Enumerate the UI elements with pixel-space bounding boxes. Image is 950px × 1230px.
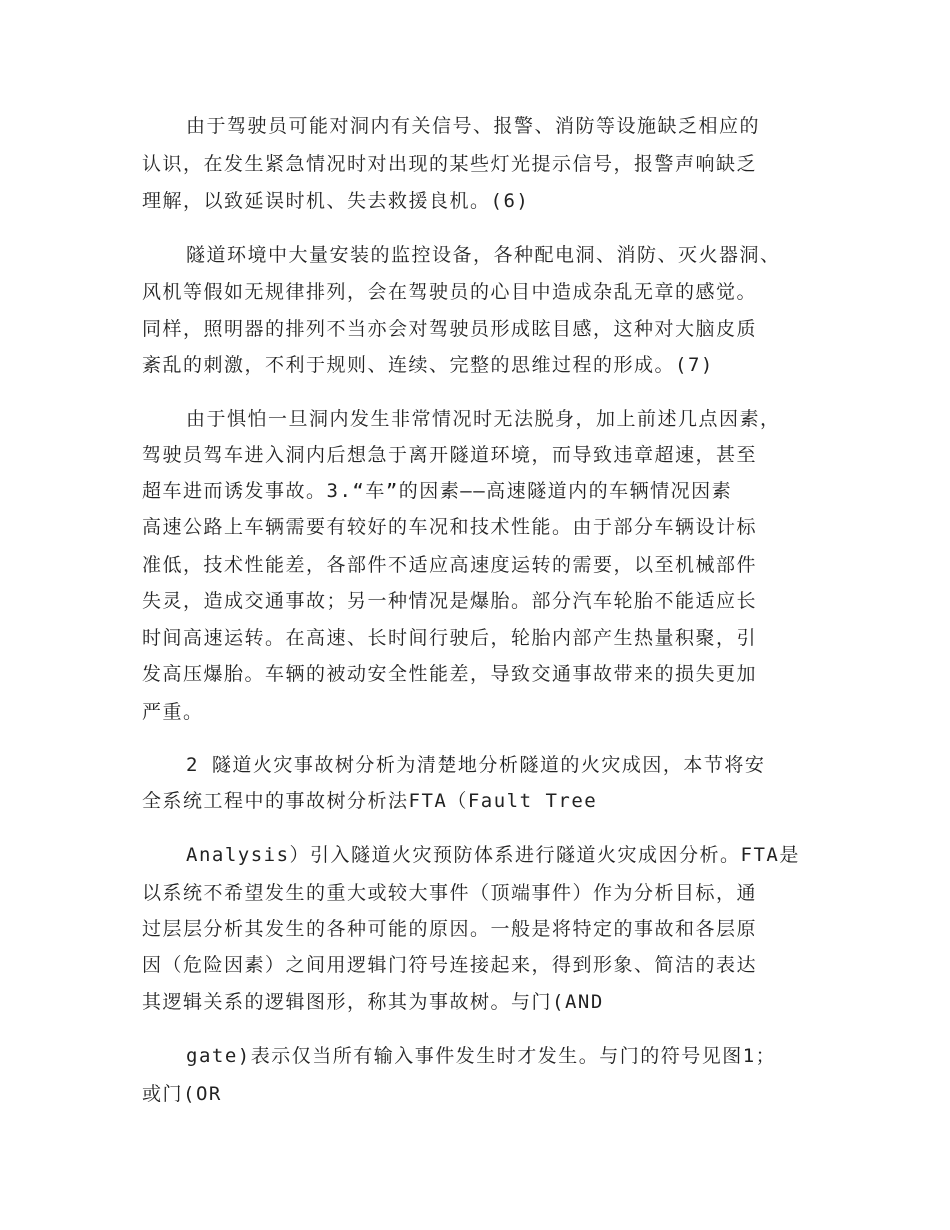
para-5-line-1: Analysis）引入隧道火灾预防体系进行隧道火灾成因分析。FTA是 xyxy=(186,844,800,866)
para-3-line-5: 准低，技术性能差，各部件不适应高速度运转的需要，以至机械部件 xyxy=(142,554,758,576)
para-3-line-6: 失灵，造成交通事故；另一种情况是爆胎。部分汽车轮胎不能适应长 xyxy=(142,590,758,612)
para-4-line-1: 2 隧道火灾事故树分析为清楚地分析隧道的火灾成因，本节将安 xyxy=(186,754,766,776)
para-2-line-2: 风机等假如无规律排列，会在驾驶员的心目中造成杂乱无章的感觉。 xyxy=(142,281,758,303)
para-3-line-2: 驾驶员驾车进入洞内后想急于离开隧道环境，而导致违章超速，甚至 xyxy=(142,444,758,466)
para-3-line-4: 高速公路上车辆需要有较好的车况和技术性能。由于部分车辆设计标 xyxy=(142,516,758,538)
para-5-line-3: 过层层分析其发生的各种可能的原因。一般是将特定的事故和各层原 xyxy=(142,918,758,940)
para-6-line-1: gate)表示仅当所有输入事件发生时才发生。与门的符号见图1； xyxy=(186,1045,777,1067)
para-3-line-3: 超车进而诱发事故。3.“车”的因素——高速隧道内的车辆情况因素 xyxy=(142,480,733,502)
para-1-line-3: 理解，以致延误时机、失去救援良机。(6) xyxy=(142,190,530,212)
para-2-line-3: 同样，照明器的排列不当亦会对驾驶员形成眩目感，这种对大脑皮质 xyxy=(142,318,758,340)
para-3-line-7: 时间高速运转。在高速、长时间行驶后，轮胎内部产生热量积聚，引 xyxy=(142,627,758,649)
para-6-line-2: 或门(OR xyxy=(142,1083,222,1105)
para-4-line-2: 全系统工程中的事故树分析法FTA（Fault Tree xyxy=(142,790,598,812)
para-5-line-4: 因（危险因素）之间用逻辑门符号连接起来，得到形象、简洁的表达 xyxy=(142,954,758,976)
para-5-line-5: 其逻辑关系的逻辑图形，称其为事故树。与门(AND xyxy=(142,991,604,1013)
para-3-line-8: 发高压爆胎。车辆的被动安全性能差，导致交通事故带来的损失更加 xyxy=(142,663,758,685)
para-3-line-1: 由于惧怕一旦洞内发生非常情况时无法脱身，加上前述几点因素， xyxy=(186,408,781,430)
para-2-line-4: 紊乱的刺激，不利于规则、连续、完整的思维过程的形成。(7) xyxy=(142,354,714,376)
para-3-line-9: 严重。 xyxy=(142,701,204,723)
para-1-line-1: 由于驾驶员可能对洞内有关信号、报警、消防等设施缺乏相应的 xyxy=(186,115,761,137)
para-5-line-2: 以系统不希望发生的重大或较大事件（顶端事件）作为分析目标，通 xyxy=(142,882,758,904)
para-1-line-2: 认识，在发生紧急情况时对出现的某些灯光提示信号，报警声响缺乏 xyxy=(142,153,758,175)
para-2-line-1: 隧道环境中大量安装的监控设备，各种配电洞、消防、灭火器洞、 xyxy=(186,244,781,266)
